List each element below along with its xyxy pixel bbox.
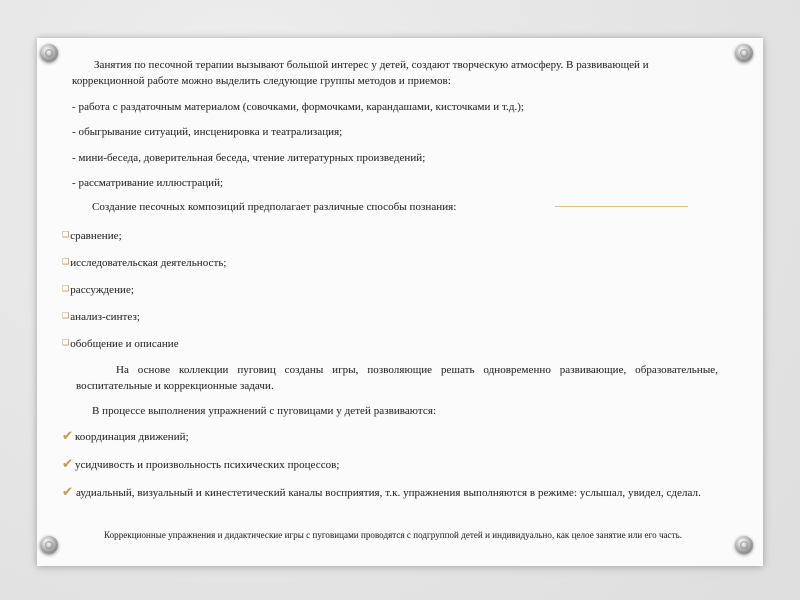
method-item: - обыгрывание ситуаций, инсценировка и театрализация; <box>72 126 343 138</box>
cognition-item-label: исследовательская деятельность; <box>70 257 227 269</box>
square-bullet-icon: ❑ <box>62 284 70 293</box>
intro-paragraph: Занятия по песочной терапии вызывают большой интерес у детей, создают творческую атмосферу. В развивающей и коррекционной работе можно выделить следующие группы методов и приемов: <box>72 59 649 87</box>
cognition-item <box>62 335 179 352</box>
square-bullet-icon: ❑ <box>62 311 70 320</box>
develops-item-label: аудиальный, визуальный и кинестетический каналы восприятия, т.к. упражнения выполняются в режиме: услышал, увидел, сделал. <box>76 487 701 499</box>
cognition-item <box>62 227 122 244</box>
cognition-item-label: сравнение; <box>70 230 122 242</box>
method-item: - рассматривание иллюстраций; <box>72 177 224 189</box>
composition-heading: Создание песочных композиций предполагает различные способы познания: <box>92 201 457 213</box>
develops-item-label: усидчивость и произвольность психических процессов; <box>74 459 340 471</box>
method-item: - работа с раздаточным материалом (совочками, формочками, карандашами, кисточками и т.д.); <box>72 101 525 113</box>
square-bullet-icon: ❑ <box>62 257 70 266</box>
develops-item-label: координация движений; <box>74 431 189 443</box>
square-bullet-icon: ❑ <box>62 230 70 239</box>
develops-item <box>62 429 189 445</box>
decorative-underline <box>555 206 688 207</box>
cognition-item-label: рассуждение; <box>70 284 134 296</box>
method-item: - мини-беседа, доверительная беседа, чтение литературных произведений; <box>72 152 426 164</box>
check-bullet-icon: ✔ <box>62 429 73 444</box>
cognition-item-label: обобщение и описание <box>70 338 179 350</box>
footer-note: Коррекционные упражнения и дидактические игры с пуговицами проводятся с подгруппой детей и индивидуально, как целое занятие или его часть. <box>104 530 683 540</box>
develops-item <box>62 457 340 473</box>
pushpin-icon <box>735 536 753 554</box>
check-bullet-icon: ✔ <box>62 485 73 500</box>
cognition-item-label: анализ-синтез; <box>70 311 140 323</box>
pushpin-icon <box>40 536 58 554</box>
square-bullet-icon: ❑ <box>62 338 70 347</box>
cognition-item <box>62 254 227 271</box>
pushpin-icon <box>735 44 753 62</box>
cognition-item <box>62 308 140 325</box>
check-bullet-icon-wrap <box>62 485 75 501</box>
buttons-intro-paragraph: На основе коллекции пуговиц созданы игры, позволяющие решать одновременно развивающие, образовательные, воспитательные и коррекционные задачи. <box>76 364 718 392</box>
pushpin-icon <box>40 44 58 62</box>
buttons-heading: В процессе выполнения упражнений с пуговицами у детей развиваются: <box>92 405 437 417</box>
check-bullet-icon: ✔ <box>62 457 73 472</box>
cognition-item <box>62 281 134 298</box>
